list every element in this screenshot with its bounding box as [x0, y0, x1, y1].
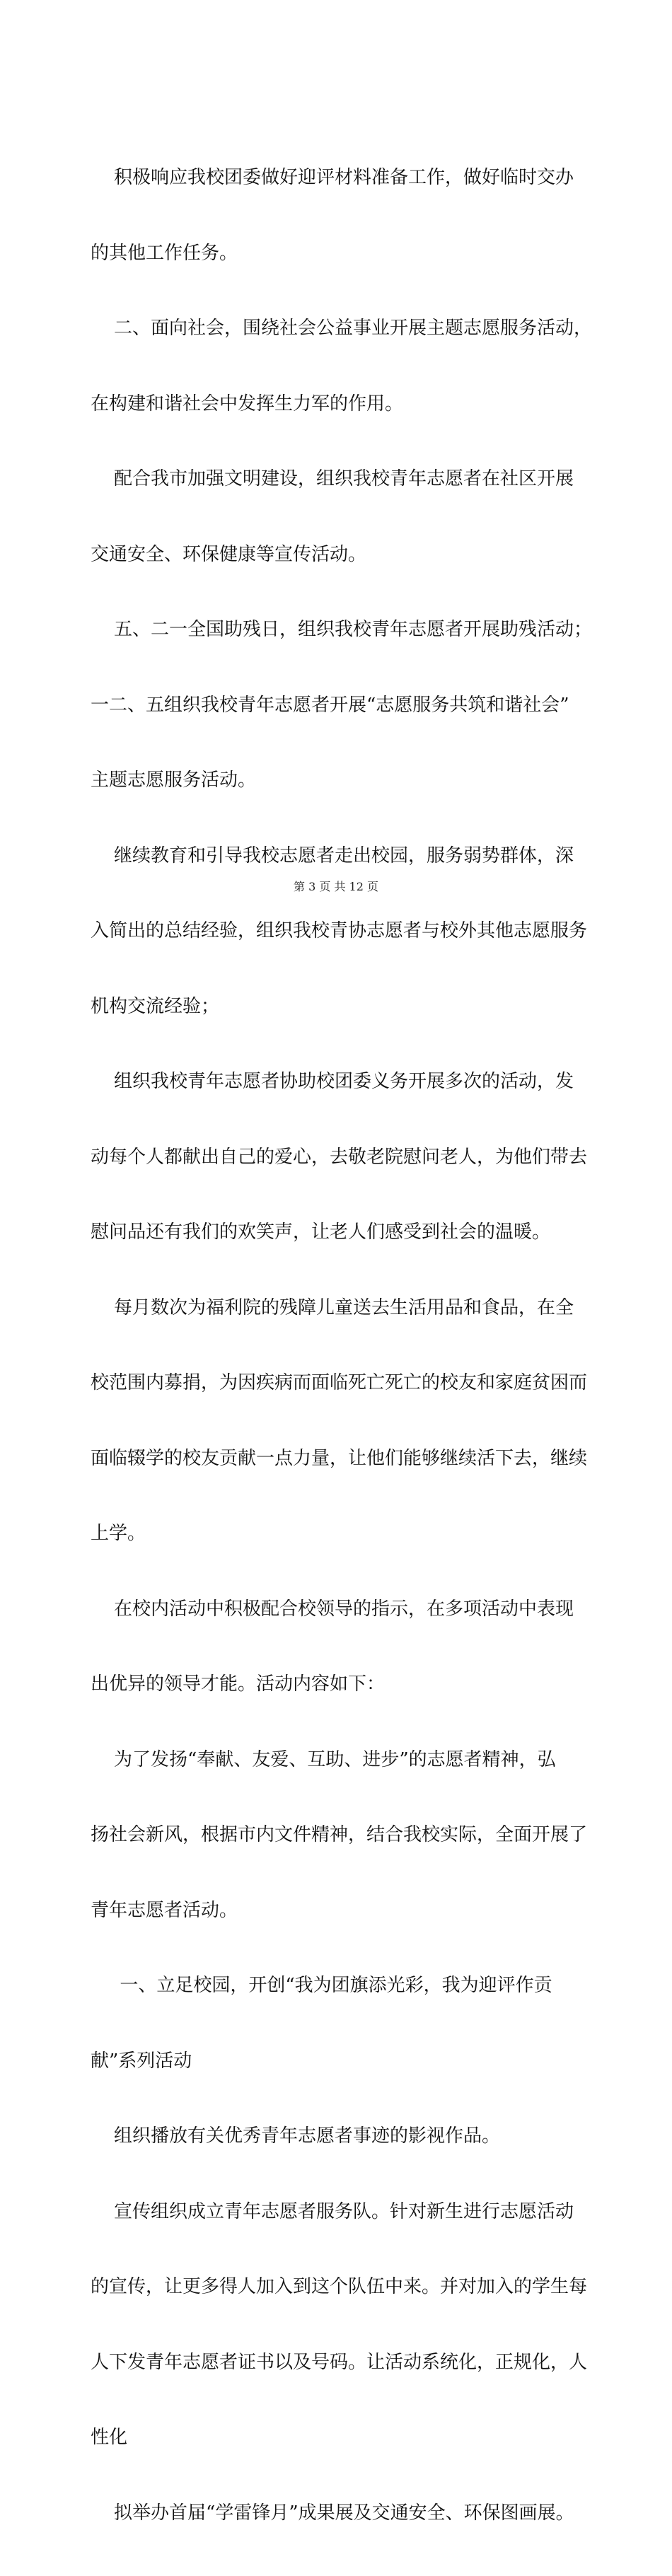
text-line: 献”系列活动 [91, 2050, 192, 2072]
text-line: 人下发青年志愿者证书以及号码。让活动系统化，正规化，人 [91, 2351, 588, 2373]
document-body [91, 115, 593, 2576]
text-line: 每月数次为福利院的残障儿童送去生活用品和食品，在全 [91, 1296, 574, 1318]
page-number: 第 3 页 共 12 页 [294, 880, 378, 893]
text-line: 慰问品还有我们的欢笑声，让老人们感受到社会的温暖。 [91, 1222, 551, 1243]
body-text [91, 115, 593, 2576]
text-line: 上学。 [91, 1523, 146, 1544]
text-line: 的宣传，让更多得人加入到这个队伍中来。并对加入的学生每 [91, 2276, 588, 2297]
text-line: 拟举办首届“学雷锋月”成果展及交通安全、环保图画展。 [91, 2502, 574, 2524]
text-line: 二、面向社会，围绕社会公益事业开展主题志愿服务活动， [91, 318, 593, 339]
text-line: 为了发扬“奉献、友爱、互助、进步”的志愿者精神，弘 [91, 1748, 556, 1770]
text-line: 一二、五组织我校青年志愿者开展“志愿服务共筑和谐社会” [91, 694, 569, 716]
page-footer [0, 880, 672, 894]
text-line: 一、立足校园，开创“我为团旗添光彩，我为迎评作贡 [91, 1975, 552, 1996]
text-line: 入简出的总结经验，组织我校青协志愿者与校外其他志愿服务 [91, 920, 588, 941]
text-line: 交通安全、环保健康等宣传活动。 [91, 543, 367, 565]
text-line: 面临辍学的校友贡献一点力量，让他们能够继续活下去，继续 [91, 1447, 588, 1469]
text-line: 性化 [91, 2427, 128, 2448]
text-line: 配合我市加强文明建设，组织我校青年志愿者在社区开展 [91, 468, 574, 489]
text-line: 青年志愿者活动。 [91, 1899, 238, 1921]
text-line: 扬社会新风，根据市内文件精神，结合我校实际，全面开展了 [91, 1824, 588, 1845]
text-line: 积极响应我校团委做好迎评材料准备工作，做好临时交办 [91, 167, 574, 188]
text-line: 机构交流经验； [91, 995, 220, 1017]
text-line: 的其他工作任务。 [91, 242, 238, 264]
text-line: 出优异的领导才能。活动内容如下： [91, 1673, 386, 1695]
text-line: 继续教育和引导我校志愿者走出校园，服务弱势群体，深 [91, 845, 574, 866]
text-line: 组织播放有关优秀青年志愿者事迹的影视作品。 [91, 2125, 501, 2147]
text-line: 组织我校青年志愿者协助校团委义务开展多次的活动，发 [91, 1071, 574, 1092]
text-line: 动每个人都献出自己的爱心，去敬老院慰问老人，为他们带去 [91, 1146, 588, 1168]
text-line: 校范围内募捐，为因疾病而面临死亡死亡的校友和家庭贫困而 [91, 1372, 588, 1393]
text-line: 主题志愿服务活动。 [91, 770, 257, 791]
text-line: 在构建和谐社会中发挥生力军的作用。 [91, 393, 404, 414]
text-line: 在校内活动中积极配合校领导的指示，在多项活动中表现 [91, 1598, 574, 1620]
text-line: 五、二一全国助残日，组织我校青年志愿者开展助残活动； [91, 619, 593, 640]
text-line: 宣传组织成立青年志愿者服务队。针对新生进行志愿活动 [91, 2200, 574, 2222]
